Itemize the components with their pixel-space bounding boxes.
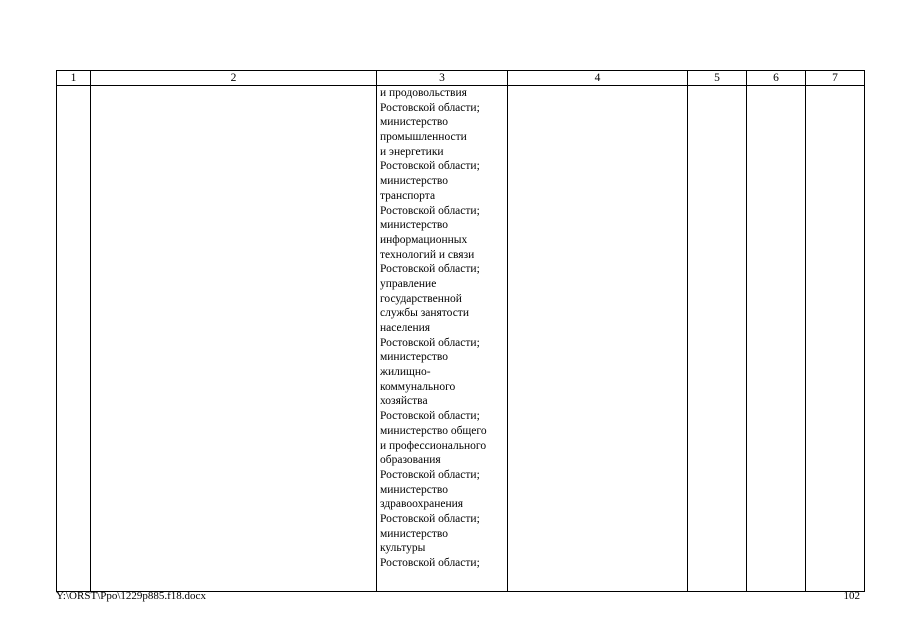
text-line: государственной — [380, 292, 462, 305]
text-line: Ростовской области; — [380, 204, 480, 217]
column-header-7: 7 — [806, 71, 865, 86]
text-line: министерство — [380, 116, 448, 129]
column-header-3: 3 — [377, 71, 508, 86]
text-line: и продовольствия — [380, 87, 467, 99]
text-line: культуры — [380, 542, 426, 555]
text-line: информационных — [380, 233, 468, 246]
text-line: министерство — [380, 483, 448, 496]
text-line: промышленности — [380, 131, 467, 144]
text-line: министерство общего — [380, 424, 487, 437]
cell-column-3 — [377, 86, 508, 592]
column-header-1: 1 — [57, 71, 91, 86]
cell-column-1 — [57, 86, 91, 592]
cell-column-5 — [688, 86, 747, 592]
executors-list — [377, 86, 507, 571]
table-row — [57, 86, 865, 592]
text-line: Ростовской области; — [380, 263, 480, 276]
text-line: Ростовской области; — [380, 410, 480, 423]
footer-page-number: 102 — [843, 590, 860, 602]
footer-file-path: Y:\ORST\Ppo\1229p885.f18.docx — [56, 590, 206, 602]
text-line: хозяйства — [380, 395, 428, 408]
text-line: здравоохранения — [380, 498, 464, 511]
text-line: управление — [380, 277, 437, 290]
table-header-row — [57, 71, 865, 86]
text-line: министерство — [380, 219, 448, 232]
text-line: Ростовской области; — [380, 512, 480, 525]
cell-column-2 — [91, 86, 377, 592]
cell-column-7 — [806, 86, 865, 592]
text-line: Ростовской области; — [380, 336, 480, 349]
text-line: образования — [380, 454, 441, 467]
text-line: Ростовской области; — [380, 160, 480, 173]
text-line: Ростовской области; — [380, 101, 480, 114]
text-line: жилищно- — [380, 366, 431, 379]
text-line: министерство — [380, 527, 448, 540]
text-line: коммунального — [380, 380, 456, 393]
document-table — [56, 70, 865, 592]
text-line: службы занятости — [380, 307, 469, 320]
column-header-6: 6 — [747, 71, 806, 86]
text-line: министерство — [380, 351, 448, 364]
column-header-2: 2 — [91, 71, 377, 86]
text-line: населения — [380, 322, 431, 334]
column-header-4: 4 — [508, 71, 688, 86]
text-line: министерство — [380, 175, 448, 188]
cell-column-4 — [508, 86, 688, 592]
text-line: Ростовской области; — [380, 557, 480, 569]
text-line: технологий и связи — [380, 248, 475, 261]
text-line: и энергетики — [380, 145, 444, 158]
text-line: и профессионального — [380, 439, 487, 452]
text-line: транспорта — [380, 189, 436, 202]
cell-column-6 — [747, 86, 806, 592]
column-header-5: 5 — [688, 71, 747, 86]
text-line: Ростовской области; — [380, 468, 480, 481]
